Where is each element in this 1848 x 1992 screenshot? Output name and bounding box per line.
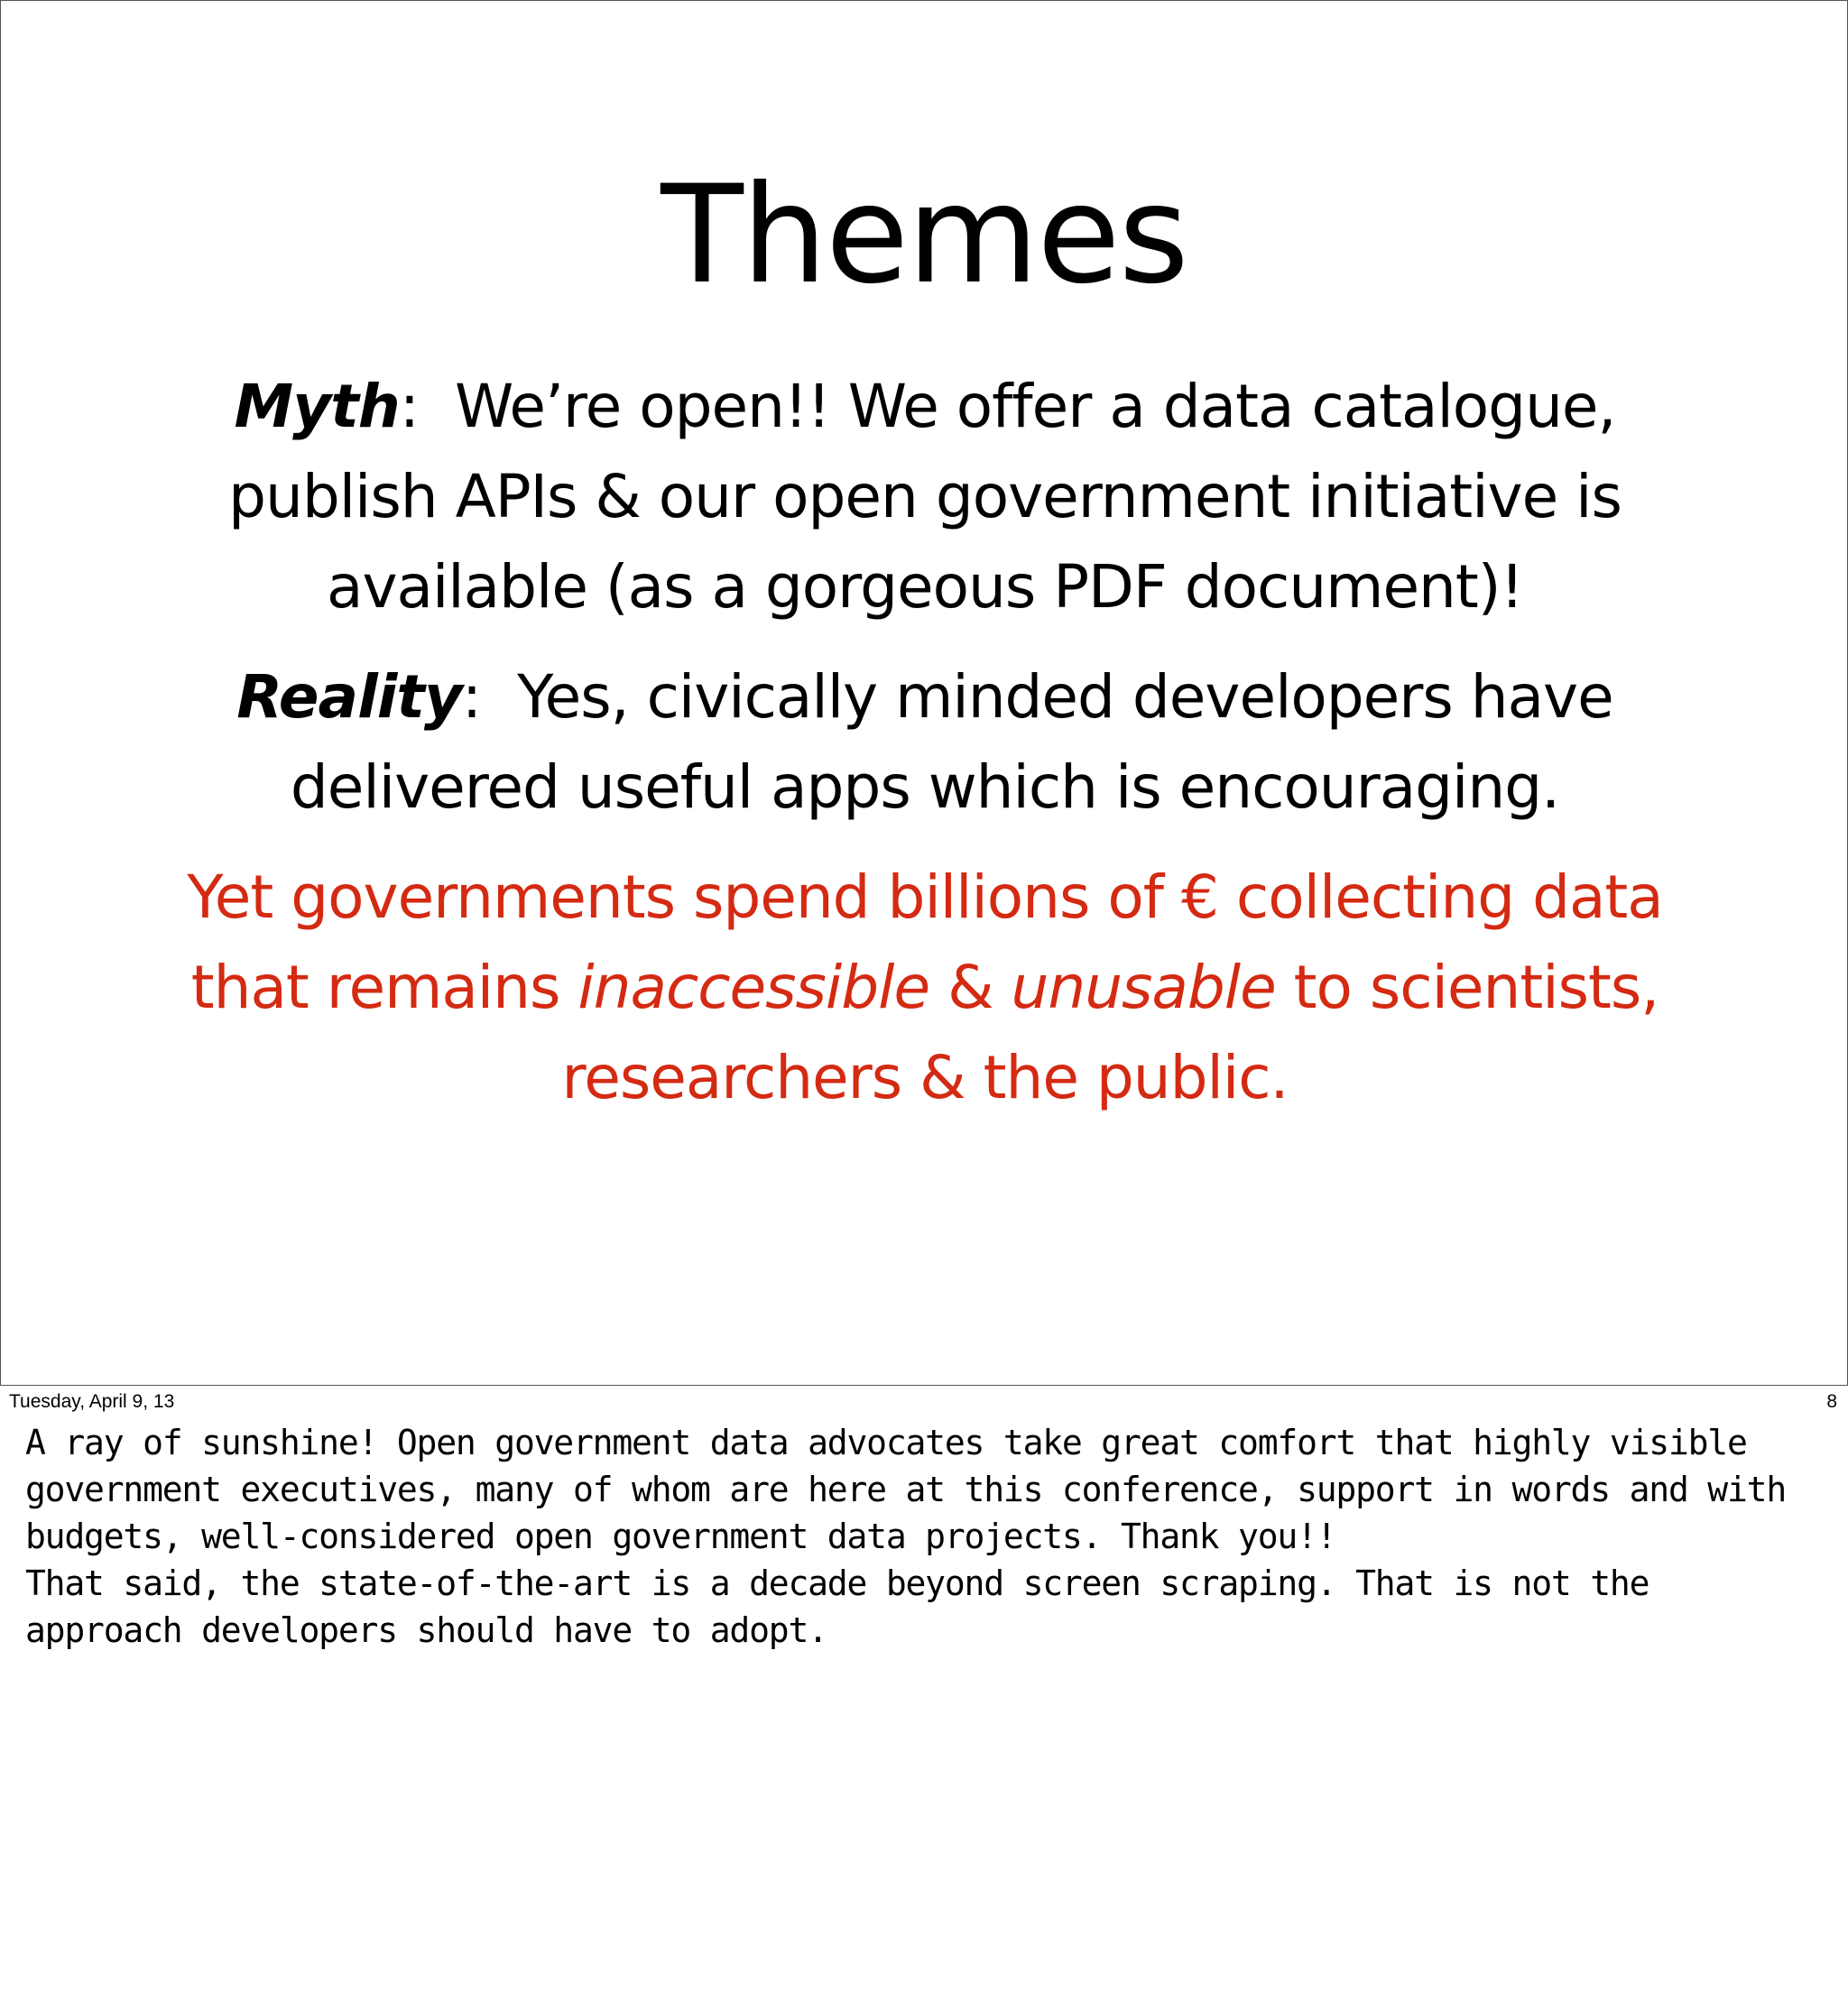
reality-text: Yes, civically minded developers have delivered useful apps which is encouraging.: [290, 662, 1613, 822]
yet-emphasis-unusable: unusable: [1011, 953, 1276, 1022]
speaker-notes: [25, 1419, 1821, 1654]
myth-text: We’re open!! We offer a data catalogue, publish APIs & our open government initiative is available (as a gorgeous PDF document)!: [228, 372, 1622, 622]
reality-label: Reality: [236, 662, 462, 732]
footer-date: Tuesday, April 9, 13: [9, 1391, 175, 1412]
yet-emphasis-inaccessible: inaccessible: [578, 953, 930, 1022]
notes-paragraph-2: That said, the state-of-the-art is a decade beyond screen scraping. That is not the approach developers should have to adopt.: [25, 1563, 1649, 1650]
page-number: 8: [1826, 1391, 1837, 1412]
slide-title: Themes: [661, 157, 1187, 314]
yet-paragraph: [181, 853, 1668, 1123]
notes-paragraph-1: A ray of sunshine! Open government data advocates take great comfort that highly visible government executives, many of whom are here at this conference, support in words and with budgets, well-considered open government data projects. Thank you!!: [25, 1423, 1787, 1556]
yet-text-3: to scientists, researchers & the public.: [561, 953, 1659, 1112]
slide-body: [181, 362, 1668, 1141]
myth-paragraph: [181, 362, 1668, 632]
reality-separator: :: [461, 662, 518, 732]
reality-paragraph: [181, 652, 1668, 833]
yet-text-2: &: [929, 953, 1012, 1022]
myth-label: Myth: [234, 372, 400, 441]
myth-separator: :: [399, 372, 455, 441]
yet-text-1: Yet governments spend billions of € collecting data that remains: [187, 862, 1663, 1022]
